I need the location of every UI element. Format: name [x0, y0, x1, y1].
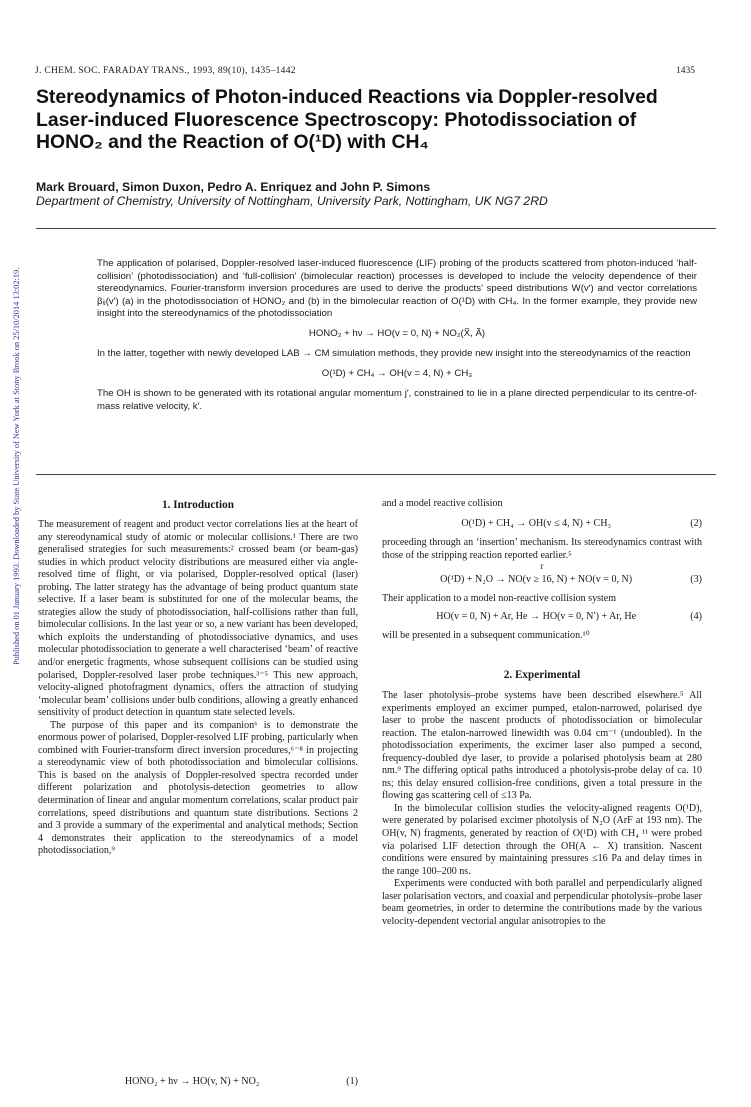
abstract — [97, 258, 697, 413]
page-number: 1435 — [676, 66, 695, 76]
equation-3: O(¹D) + N₂O → NO(v ≥ 16, N) + NO(v = 0, N) — [440, 574, 633, 586]
abstract-equation-2: O(¹D) + CH₄ → OH(v = 4, N) + CH₃ — [321, 367, 473, 379]
equation-2-number: (2) — [690, 517, 702, 529]
equation-3-number: (3) — [690, 574, 702, 586]
equation-4: HO(v = 0, N) + Ar, He → HO(v = 0, N′) + Ar, He — [436, 611, 637, 623]
intro-paragraph-1: The measurement of reagent and product vector correlations lies at the heart of any stereodynamical study of atomic or molecular collisions.¹ There are two generalised strategies for such measurements:² crossed beam (or beam-gas) studies in which product velocity distributions are measured either via angle-resolved time of flight, or via polarised, Doppler-resolved optical (laser) probing. The latter strategy has the advantage of being product quantum state selective. If a laser beam is substituted for one of the molecular beams, the strategies allow the study of photodissociation, half-collisions rather than full, bimolecular collisions. In the last year or so, a new variant has been developed, which exploits the understanding of photodissociative dynamics, and uses molecular photodissociation to generate a well characterised ‘beam’ of reactive and/or energetic fragments, whose subsequent collisions can be studied using polarised, Doppler-resolved laser probe techniques.³⁻⁵ This new approach, velocity-aligned photofragment dynamics, offers the attraction of studying ‘molecular beam’ collisions under bulb conditions, allowing a greatly enhanced sensitivity of product detection in quantum state selected levels. — [38, 519, 358, 719]
author-list: Mark Brouard, Simon Duxon, Pedro A. Enriquez and John P. Simons — [36, 180, 431, 194]
title-line-1: Stereodynamics of Photon-induced Reactions via Doppler-resolved — [36, 86, 658, 108]
affiliation: Department of Chemistry, University of Nottingham, University Park, Nottingham, UK NG7 2RD — [36, 194, 548, 208]
subsequent-communication-text: will be presented in a subsequent communication.¹⁰ — [382, 629, 590, 641]
experimental-paragraph-1: The laser photolysis–probe systems have been described elsewhere.⁵ All experiments employed an excimer pumped, etalon-narrowed, polarised dye laser to probe the nascent products of photodissociation or bimolecular reaction. The etalon-narrowed linewidth was 0.04 cm⁻¹ (undoubled). In the photodissociation experiments, the excimer laser also pumped a second, frequency-doubled dye laser, to provide a polarised photolysis beam at 280 nm.⁹ The differing optical paths introduced a photolysis-probe delay of ca. 10 ns; this delay ensured collision-free conditions, given a total pressure in the flowing gas scattering cell of ≤13 Pa. — [382, 690, 702, 802]
reactive-collision-lead: and a model reactive collision — [382, 498, 503, 509]
experimental-paragraph-3: Experiments were conducted with both parallel and perpendicularly aligned laser polarisation vectors, and coaxial and perpendicular photolysis–probe laser beam geometries, in order to determine the contributions made by the various velocity-dependent vectorial angular anisotropies to the — [382, 878, 702, 927]
abstract-bottom-rule — [36, 474, 716, 475]
abstract-paragraph-1: The application of polarised, Doppler-resolved laser-induced fluorescence (LIF) probing of the products scattered from photon-induced ‘half-collision’ (photodissociation) and ‘full-collision’ (bimolecular reaction) processes is developed to include the velocity dependence of their stereodynamics. Fourier-transform inversion procedures are used to derive the products’ speed distributions W(v′) and vector correlations βᵢⱼ(v′) (a) in the photodissociation of HONO₂ and (b) in the bimolecular reaction of O(¹D) with CH₄. In the former example, they provide new insight into the stereodynamics of the photodissociation — [97, 258, 697, 319]
title-line-2: Laser-induced Fluorescence Spectroscopy: Photodissociation of — [36, 108, 637, 131]
equation-1-row — [38, 1076, 358, 1089]
experimental-paragraph-2: In the bimolecular collision studies the velocity-aligned reagents O(¹D), were generated by polarised excimer photolysis of N₂O (ArF at 193 nm). The OH(v, N) fragments, generated by reaction of O(¹D) with CH₄ ¹¹ were probed via polarised LIF detection through the OH(A ← X) transition. Nascent conditions were ensured by maintaining pressures ≤16 Pa and delay times in the range 100–200 ns. — [382, 802, 702, 877]
equation-1-number: (1) — [346, 1076, 358, 1087]
abstract-top-rule — [36, 228, 716, 229]
right-column-equations — [382, 498, 702, 642]
title-line-3: HONO₂ and the Reaction of O(¹D) with CH₄ — [36, 131, 429, 153]
introduction-body — [38, 519, 358, 858]
stray-mark: r — [540, 561, 544, 572]
intro-paragraph-2: The purpose of this paper and its companion⁶ is to demonstrate the enormous power of polarised, Doppler-resolved LIF probing, particularly when combined with Fourier-transform direct inversion procedures,⁶⁻⁸ in projecting a stereodynamic view of both photodissociation and bimolecular collisions. This is based on the analysis of Doppler-resolved spectra recorded under different polarization and photolysis-detection geometries to allow determination of linear and angular momentum correlations, scalar product pair correlations, speed distributions and quantum state distributions. Sections 2 and 3 provide a summary of the experimental and analytical methods; Section 4 demonstrates their application to the stereodynamics of a model photodissociation,⁹ — [38, 719, 358, 857]
journal-header: J. CHEM. SOC. FARADAY TRANS., 1993, 89(10), 1435–1442 — [35, 66, 296, 76]
download-notice-text: Published on 01 January 1993. Downloaded by State University of New York at Stony Brook on 25/10/2014 13:02:19. — [12, 267, 21, 665]
abstract-paragraph-2: In the latter, together with newly developed LAB → CM simulation methods, they provide new insight into the stereodynamics of the reaction — [97, 348, 691, 359]
section-heading-introduction: 1. Introduction — [162, 499, 234, 511]
equation-2: O(¹D) + CH₄ → OH(v ≤ 4, N) + CH₃ — [461, 517, 611, 529]
article-title — [36, 86, 716, 154]
non-reactive-lead: Their application to a model non-reactive collision system — [382, 592, 617, 604]
equation-1: HONO₂ + hν → HO(v, N) + NO₂ — [124, 1076, 260, 1087]
experimental-body — [382, 690, 702, 928]
equation-4-number: (4) — [690, 611, 702, 623]
insertion-mechanism-text: proceeding through an ‘insertion’ mechanism. Its stereodynamics contrast with those of the stripping reaction reported earlier.⁵ — [382, 537, 702, 561]
section-heading-experimental: 2. Experimental — [503, 669, 581, 681]
abstract-equation-1: HONO₂ + hν → HO(v = 0, N) + NO₂(X̃, Ã) — [308, 327, 486, 339]
download-notice — [0, 160, 24, 665]
abstract-paragraph-3: The OH is shown to be generated with its rotational angular momentum j′, constrained to lie in a plane directed perpendicular to its centre-of-mass relative velocity, k′. — [97, 388, 697, 412]
